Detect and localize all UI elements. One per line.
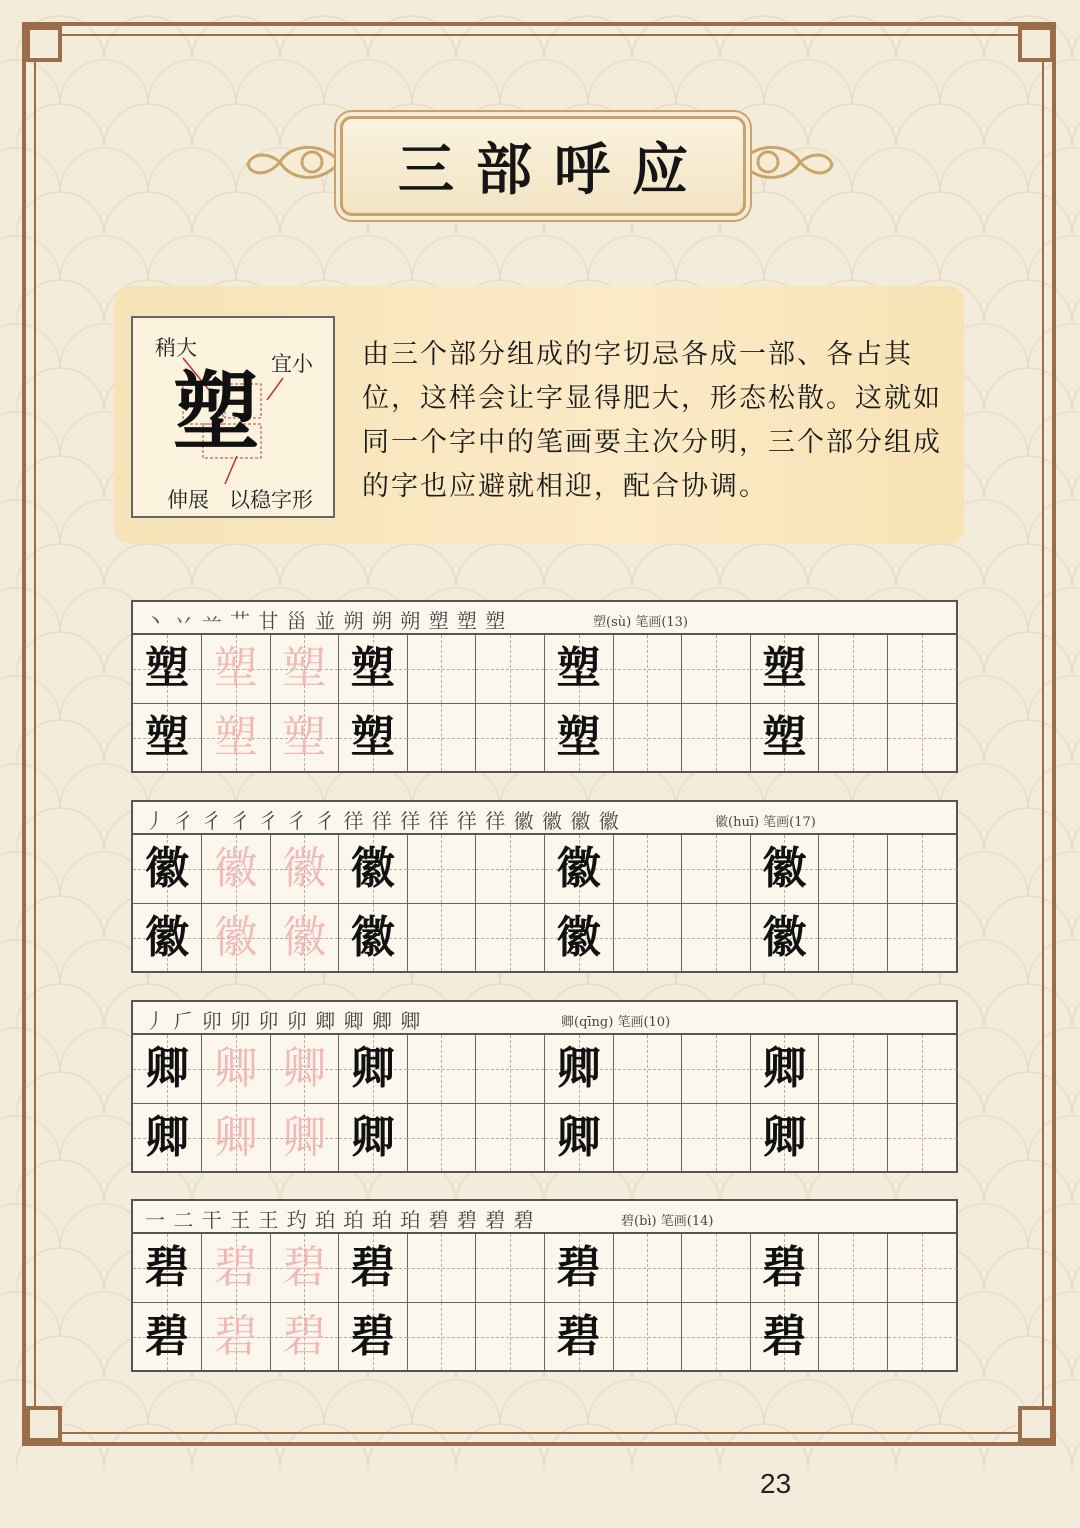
- label-stabilize: 以稳字形: [229, 488, 313, 512]
- practice-cell[interactable]: [545, 1302, 614, 1370]
- practice-cell[interactable]: [545, 703, 614, 771]
- practice-cell[interactable]: [407, 1234, 476, 1302]
- practice-grid: [133, 635, 956, 771]
- corner-ornament: [1018, 1406, 1054, 1442]
- practice-cell[interactable]: [270, 903, 339, 971]
- practice-cell[interactable]: [407, 1035, 476, 1103]
- trace-character: 碧: [282, 1242, 327, 1293]
- practice-cell[interactable]: [613, 635, 682, 703]
- stroke-order-row: [133, 1002, 956, 1035]
- trace-character: 徽: [213, 911, 258, 963]
- practice-block: [131, 600, 958, 773]
- model-character: 徽: [145, 843, 189, 894]
- demo-character: 塑: [173, 362, 259, 463]
- practice-cell[interactable]: [133, 1103, 202, 1171]
- practice-cell[interactable]: [476, 903, 545, 971]
- model-character: 卿: [556, 1111, 601, 1163]
- practice-cell[interactable]: [476, 1302, 545, 1370]
- model-character: 塑: [145, 711, 189, 763]
- model-character: 卿: [762, 1111, 807, 1163]
- practice-cell[interactable]: [613, 1103, 682, 1171]
- practice-cell[interactable]: [613, 1302, 682, 1370]
- practice-cell[interactable]: [613, 1035, 682, 1103]
- practice-cell[interactable]: [819, 1302, 888, 1370]
- stroke-count-info: 塑(sù) 笔画(13): [593, 615, 689, 630]
- practice-cell[interactable]: [750, 903, 819, 971]
- practice-cell[interactable]: [750, 1035, 819, 1103]
- title-banner: [240, 110, 840, 220]
- model-character: 徽: [556, 911, 601, 963]
- practice-cell[interactable]: [407, 903, 476, 971]
- model-character: 徽: [350, 843, 395, 894]
- practice-cell[interactable]: [339, 703, 408, 771]
- model-character: 碧: [350, 1242, 395, 1293]
- model-character: 卿: [145, 1111, 189, 1163]
- demo-character-box: [131, 316, 335, 518]
- model-character: 卿: [350, 1111, 395, 1163]
- model-character: 碧: [350, 1310, 395, 1362]
- practice-cell[interactable]: [339, 1234, 408, 1302]
- practice-cell[interactable]: [819, 1103, 888, 1171]
- practice-cell[interactable]: [750, 1234, 819, 1302]
- practice-cell[interactable]: [819, 1234, 888, 1302]
- practice-cell[interactable]: [270, 703, 339, 771]
- model-character: 卿: [762, 1043, 807, 1094]
- practice-cell[interactable]: [133, 1234, 202, 1302]
- model-character: 徽: [556, 843, 601, 894]
- trace-character: 碧: [282, 1310, 327, 1362]
- practice-cell[interactable]: [270, 1035, 339, 1103]
- practice-cell[interactable]: [682, 835, 751, 903]
- stroke-count-info: 徽(huī) 笔画(17): [715, 815, 816, 830]
- practice-cell[interactable]: [133, 835, 202, 903]
- practice-cell[interactable]: [339, 635, 408, 703]
- model-character: 卿: [145, 1043, 189, 1094]
- trace-character: 塑: [282, 711, 327, 763]
- practice-cell[interactable]: [133, 635, 202, 703]
- corner-ornament: [26, 26, 62, 62]
- practice-cell[interactable]: [202, 1302, 271, 1370]
- practice-cell[interactable]: [476, 835, 545, 903]
- model-character: 塑: [350, 711, 395, 763]
- label-smaller: 宜小: [271, 352, 313, 376]
- practice-cell[interactable]: [202, 635, 271, 703]
- practice-cell[interactable]: [339, 1035, 408, 1103]
- model-character: 徽: [762, 911, 807, 963]
- intro-paragraph: 由三个部分组成的字切忌各成一部、各占其位，这样会让字显得肥大，形态松散。这就如同一个字中的笔画要主次分明，三个部分组成的字也应避就相迎，配合协调。: [362, 339, 942, 502]
- practice-cell[interactable]: [888, 635, 957, 703]
- practice-cell[interactable]: [888, 1234, 957, 1302]
- practice-cell[interactable]: [888, 903, 957, 971]
- practice-cell[interactable]: [613, 835, 682, 903]
- model-character: 徽: [145, 911, 189, 963]
- practice-cell[interactable]: [682, 1234, 751, 1302]
- model-character: 碧: [762, 1310, 807, 1362]
- practice-cell[interactable]: [613, 1234, 682, 1302]
- practice-cell[interactable]: [202, 1035, 271, 1103]
- trace-character: 徽: [213, 843, 258, 894]
- practice-cell[interactable]: [476, 1035, 545, 1103]
- practice-cell[interactable]: [133, 703, 202, 771]
- label-extend: 伸展: [167, 488, 209, 512]
- practice-cell[interactable]: [682, 1302, 751, 1370]
- practice-cell[interactable]: [407, 1103, 476, 1171]
- stroke-sequence: 丶 丷 䒑 艹 甘 甾 並 朔 朔 朔 塑 塑 塑: [145, 609, 507, 633]
- stroke-count-info: 碧(bì) 笔画(14): [621, 1214, 714, 1229]
- practice-cell[interactable]: [339, 835, 408, 903]
- page-number: 23: [760, 1468, 792, 1499]
- practice-cell[interactable]: [270, 1103, 339, 1171]
- trace-character: 卿: [213, 1111, 258, 1163]
- model-character: 塑: [556, 643, 601, 694]
- practice-cell[interactable]: [750, 635, 819, 703]
- practice-cell[interactable]: [819, 835, 888, 903]
- practice-cell[interactable]: [476, 1103, 545, 1171]
- practice-block: [131, 800, 958, 973]
- trace-character: 碧: [213, 1242, 258, 1293]
- practice-cell[interactable]: [682, 703, 751, 771]
- practice-cell[interactable]: [750, 1302, 819, 1370]
- practice-cell[interactable]: [202, 835, 271, 903]
- practice-block: [131, 1199, 958, 1372]
- trace-character: 塑: [213, 643, 258, 694]
- model-character: 徽: [350, 911, 395, 963]
- practice-cell[interactable]: [270, 835, 339, 903]
- stroke-sequence: 丿 𠂆 卯 卯 卯 卯 卿 卿 卿 卿: [145, 1009, 422, 1033]
- model-character: 卿: [556, 1043, 601, 1094]
- practice-cell[interactable]: [888, 703, 957, 771]
- practice-cell[interactable]: [270, 635, 339, 703]
- trace-character: 卿: [213, 1043, 258, 1094]
- practice-cell[interactable]: [750, 835, 819, 903]
- practice-cell[interactable]: [202, 703, 271, 771]
- model-character: 碧: [556, 1310, 601, 1362]
- model-character: 塑: [556, 711, 601, 763]
- model-character: 碧: [556, 1242, 601, 1293]
- trace-character: 塑: [213, 711, 258, 763]
- model-character: 碧: [145, 1242, 189, 1293]
- practice-cell[interactable]: [339, 903, 408, 971]
- practice-cell[interactable]: [339, 1302, 408, 1370]
- practice-grid: [133, 1035, 956, 1171]
- practice-cell[interactable]: [819, 635, 888, 703]
- title-plaque: [340, 116, 746, 216]
- practice-cell[interactable]: [888, 835, 957, 903]
- practice-cell[interactable]: [819, 1035, 888, 1103]
- practice-cell[interactable]: [133, 903, 202, 971]
- corner-ornament: [26, 1406, 62, 1442]
- stroke-sequence: 一 二 干 王 王 玓 珀 珀 珀 珀 碧 碧 碧 碧: [145, 1208, 535, 1232]
- practice-cell[interactable]: [750, 1103, 819, 1171]
- practice-cell[interactable]: [407, 1302, 476, 1370]
- practice-cell[interactable]: [202, 1234, 271, 1302]
- practice-cell[interactable]: [133, 1035, 202, 1103]
- practice-grid: [133, 1234, 956, 1370]
- corner-ornament: [1018, 26, 1054, 62]
- practice-cell[interactable]: [476, 1234, 545, 1302]
- practice-cell[interactable]: [888, 1302, 957, 1370]
- practice-cell[interactable]: [545, 903, 614, 971]
- practice-cell[interactable]: [613, 703, 682, 771]
- stroke-order-row: [133, 1201, 956, 1234]
- practice-cell[interactable]: [202, 903, 271, 971]
- stroke-order-row: [133, 602, 956, 635]
- label-slightly-larger: 稍大: [155, 336, 197, 360]
- practice-cell[interactable]: [888, 1035, 957, 1103]
- stroke-count-info: 卿(qīng) 笔画(10): [561, 1015, 671, 1030]
- trace-character: 卿: [282, 1043, 327, 1094]
- model-character: 碧: [145, 1310, 189, 1362]
- trace-character: 卿: [282, 1111, 327, 1163]
- practice-cell[interactable]: [407, 635, 476, 703]
- practice-cell[interactable]: [545, 1035, 614, 1103]
- practice-cell[interactable]: [545, 1234, 614, 1302]
- model-character: 徽: [762, 843, 807, 894]
- practice-cell[interactable]: [133, 1302, 202, 1370]
- practice-cell[interactable]: [545, 1103, 614, 1171]
- trace-character: 塑: [282, 643, 327, 694]
- practice-cell[interactable]: [270, 1234, 339, 1302]
- practice-cell[interactable]: [545, 835, 614, 903]
- practice-block: [131, 1000, 958, 1173]
- practice-grid: [133, 835, 956, 971]
- model-character: 塑: [762, 711, 807, 763]
- practice-cell[interactable]: [819, 903, 888, 971]
- practice-cell[interactable]: [202, 1103, 271, 1171]
- model-character: 碧: [762, 1242, 807, 1293]
- trace-character: 碧: [213, 1310, 258, 1362]
- practice-cell[interactable]: [750, 703, 819, 771]
- trace-character: 徽: [282, 843, 327, 894]
- model-character: 塑: [762, 643, 807, 694]
- stroke-sequence: 丿 彳 彳 彳 彳 彳 彳 徉 徉 徉 徉 徉 徉 徽 徽 徽 徽: [145, 809, 620, 833]
- practice-cell[interactable]: [613, 903, 682, 971]
- model-character: 塑: [145, 643, 189, 694]
- practice-cell[interactable]: [476, 703, 545, 771]
- practice-cell[interactable]: [682, 635, 751, 703]
- model-character: 卿: [350, 1043, 395, 1094]
- trace-character: 徽: [282, 911, 327, 963]
- practice-cell[interactable]: [682, 1103, 751, 1171]
- practice-cell[interactable]: [682, 903, 751, 971]
- model-character: 塑: [350, 643, 395, 694]
- practice-cell[interactable]: [407, 703, 476, 771]
- practice-cell[interactable]: [888, 1103, 957, 1171]
- practice-cell[interactable]: [270, 1302, 339, 1370]
- practice-cell[interactable]: [819, 703, 888, 771]
- practice-cell[interactable]: [407, 835, 476, 903]
- practice-cell[interactable]: [682, 1035, 751, 1103]
- practice-cell[interactable]: [339, 1103, 408, 1171]
- page-title: 三部呼应: [398, 137, 710, 203]
- stroke-order-row: [133, 802, 956, 835]
- practice-cell[interactable]: [476, 635, 545, 703]
- practice-cell[interactable]: [545, 635, 614, 703]
